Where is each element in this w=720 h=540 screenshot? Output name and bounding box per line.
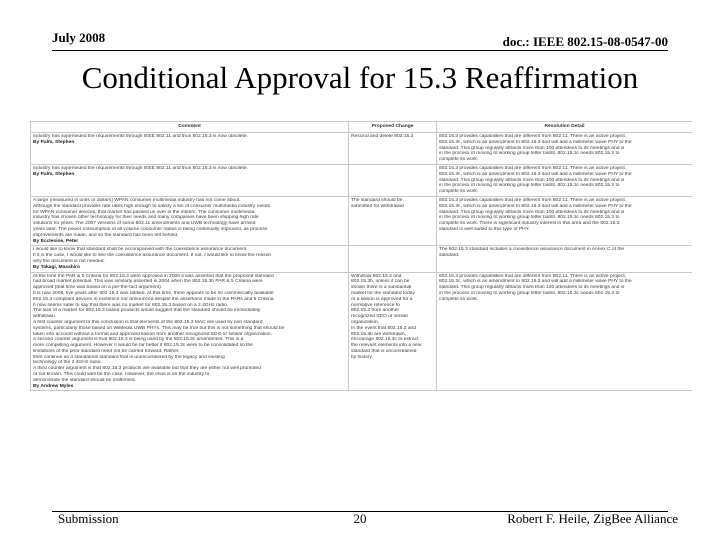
resolution-line: 802.15.3 provides capabilities that are different from 802.11. There is an active project, — [439, 134, 627, 139]
slide-title: Conditional Approval for 15.3 Reaffirmation — [81, 60, 639, 95]
table-row — [31, 164, 693, 196]
resolution-line: 802.15.3c, which is an amendment to 802.15.3 and will add a millimeter wave PHY to the — [439, 171, 632, 177]
comment-line: withdrawn. — [33, 314, 57, 320]
proposed-change-line: the relevant elements into a new — [351, 343, 422, 349]
table-row — [31, 196, 693, 245]
comment-author: By Palm, Stephen — [33, 171, 75, 177]
comment-line: taken into account without a formal and approved liaison from another recognized SDO or similar organization. — [33, 331, 272, 337]
comment-line: technology of the 2.4GHz radio. — [33, 360, 102, 366]
footer-page-number: 20 — [353, 511, 367, 526]
proposed-change-line: shown there is a substantial — [351, 285, 412, 291]
resolution-line: in the process of moving to working group letter ballot. 802.15.3c needs 802.15.3 to — [439, 215, 620, 221]
comment-line: years later. The power consumption of all volume consumer radios is being continually improved, as process — [33, 226, 268, 232]
comment-line: industry has chosen other technology for their needs and many companies have been shipping high rate — [33, 215, 259, 221]
comment-line: demonstrate the standard should be reaffirmed. — [33, 377, 136, 383]
header-divider — [52, 50, 668, 51]
table-row — [31, 133, 693, 165]
proposed-change-line: submitted for withdrawal — [351, 203, 404, 209]
proposed-change-line: standard that is unconstrained — [351, 348, 417, 354]
proposed-change-line: Rescind and delete 802.15.3 — [351, 134, 414, 139]
resolution-line: standard is well suited to this type of PHY. — [439, 226, 530, 232]
proposed-change-cell — [349, 133, 437, 165]
proposed-change-line: encourage 802.15.3c to extract — [351, 337, 419, 343]
proposed-change-cell — [349, 246, 437, 272]
comment-cell — [31, 133, 349, 165]
comment-line: Although the standard provides rate rates high enough to satisfy a set of consumer multimedia industry needs — [33, 203, 271, 209]
comment-line: Industry has superseded the requirements through IEEE 802.11 and thus 802.15.3 is now obsolete. — [33, 165, 248, 171]
resolution-line: in the process of moving to working group letter ballot. 802.15.3c needs 802.15.3 to — [439, 290, 620, 296]
resolution-detail-cell — [437, 196, 693, 245]
resolution-line: in the process of moving to working group letter ballot. 802.15.3c needs 802.15.3 to — [439, 183, 620, 189]
footer-submission: Submission — [58, 511, 119, 526]
comment-line: At the time the PAR & 5 Criteria for 802.15.3 were approved in 2000 it was asserted that the proposed standard — [33, 273, 274, 279]
header-resolution-detail: Resolution Detail — [437, 122, 693, 133]
resolution-line: 802.15.3 provides capabilities that are different from 802.11. There is an active project, — [439, 197, 627, 203]
comment-cell — [31, 246, 349, 272]
comment-line: I would like to know that standard shall be accompanied with the coexistence assurance document. — [33, 247, 248, 253]
comment-line: more compelling argument. However it would be far better if 802.15.3c were to be consolidated so the — [33, 343, 253, 349]
resolution-line: 802.15.3c, which is an amendment to 802.15.3 and will add a millimeter wave PHY to the — [439, 203, 632, 209]
footer-author: Robert F. Heile, ZigBee Alliance — [507, 511, 678, 526]
comment-line: improvements are made, and so the standard has been left behind. — [33, 232, 179, 238]
proposed-change-line: 802.15.3b, unless it can be — [351, 279, 410, 285]
proposed-change-line: market for the standard today — [351, 290, 415, 296]
comment-line: It is now 2008, five years after 802.15.3 was ratified. At this time, there appears to be no commercially available — [33, 290, 274, 296]
comment-author: By Ecclesine, Peter — [33, 238, 79, 244]
proposed-change-line: 802.15.3b are withdrawn, — [351, 331, 406, 337]
comment-line: approved (that time was based on a per-the-fact argument). — [33, 285, 163, 291]
comment-line: It now seems safer to say that there was no market for 802.15.3 based on a 2.4GHz radio. — [33, 302, 229, 308]
comment-line: had broad market potential. This was similarly asserted in 2004 when the 802.15.3b PAR & 5 Criteria were — [33, 279, 263, 285]
header-doc-id: doc.: IEEE 802.15-08-0547-00 — [502, 34, 668, 49]
resolution-line: standard. This group regularly attracts more than 100 attendees to its meetings and is — [439, 285, 625, 291]
proposed-change-line: or a liaison is approved for a — [351, 296, 413, 302]
resolution-line: standard. This group regularly attracts more than 100 attendees to its meetings and is — [439, 145, 625, 151]
proposed-change-cell — [349, 196, 437, 245]
header-proposed-change: Proposed Change — [349, 122, 437, 133]
table-header-row — [31, 122, 693, 133]
resolution-line: 802.15.3c, which is an amendment to 802.15.3 and will add a millimeter wave PHY to the — [439, 139, 632, 145]
resolution-line: 802.15.3 provides capabilities that are different from 802.11. There is an active project, — [439, 273, 627, 279]
comment-line: The lack of a market for 802.15.3 based products would suggest that the standard should be immediately — [33, 308, 261, 314]
comment-line: systems, particularly those based on WiMedia UWB PHYs. This may be true but this is not something that should be — [33, 325, 285, 331]
resolution-line: complete its work. — [439, 296, 479, 302]
resolution-line: standard. This group regularly attracts more than 100 attendees to its meetings and is — [439, 177, 625, 183]
comment-author: By Takagi, Masahiro — [33, 264, 80, 270]
comment-table-container — [30, 121, 692, 508]
resolution-line: The 802.15.3 standard includes a coexistence assurance document in Annex C of the — [439, 247, 625, 253]
comment-cell — [31, 272, 349, 391]
proposed-change-cell — [349, 272, 437, 391]
table-row — [31, 246, 693, 272]
proposed-change-line: by history. — [351, 354, 373, 360]
resolution-detail-cell — [437, 164, 693, 196]
resolution-line: complete its work. — [439, 157, 479, 163]
comment-line: then continue as a standalone standard that is unencumbered by the legacy and existing — [33, 354, 225, 360]
proposed-change-line: normative reference to — [351, 302, 400, 308]
comment-line: A third counter argument is that 802.15.3 products are available but that they are either not well promoted — [33, 366, 261, 372]
comment-table — [30, 121, 692, 391]
resolution-detail-cell — [437, 133, 693, 165]
proposed-change-line: The standard should be — [351, 197, 403, 203]
comment-line: A second counter argument is that 802.15.3 is being used by the 802.15.3c amendment. This is a — [33, 337, 244, 343]
comment-line: limitations of the prior standard need not be carried forward. Rather, — [33, 348, 180, 354]
comment-line: A first counter argument to this conclusion is that elements of the 802.15.3 MAC are used by non standard — [33, 319, 263, 325]
comment-line: for WPAN consumer devices, that market has passed us over in the interim. The consumer multimedia — [33, 209, 255, 215]
resolution-line: standard. — [439, 253, 460, 259]
comment-line: If it is the case, I would like to see the coexistence assurance document. If not, I would like to know the reason — [33, 253, 272, 259]
proposed-change-line: organization. — [351, 319, 380, 325]
comment-line: solutions for years. The 2007 versions of some 802.11 amendments and UWB technology have arrived — [33, 221, 256, 227]
header-date: July 2008 — [52, 30, 106, 45]
resolution-line: complete its work. There is significant industry interest in this area and the 802.15.3 — [439, 221, 620, 227]
comment-line: 802.15.3 compliant devices in existence nor announced despite the assertions made in the PARs and 5 Criteria. — [33, 296, 275, 302]
comment-cell — [31, 196, 349, 245]
comment-line: A large (measured in units or dollars) WPAN consumer multimedia industry has not come about. — [33, 197, 241, 203]
resolution-line: 802.15.3c, which is an amendment to 802.15.3 and will add a millimeter wave PHY to the — [439, 279, 632, 285]
comment-author: By Andrew Myles — [33, 383, 74, 389]
comment-line: Industry has superseded the requirements through IEEE 802.11 and thus 802.15.3 is now obsolete. — [33, 134, 248, 139]
resolution-line: 802.15.3 provides capabilities that are different from 802.11. There is an active project, — [439, 165, 627, 171]
resolution-line: in the process of moving to working group letter ballot. 802.15.3c needs 802.15.3 to — [439, 151, 620, 157]
proposed-change-line: In the event that 802.15.3 and — [351, 325, 416, 331]
resolution-detail-cell — [437, 246, 693, 272]
comment-author: By Palm, Stephen — [33, 139, 75, 145]
proposed-change-line: 802.15.3 from another — [351, 308, 400, 314]
proposed-change-line: recognized SDO or similar — [351, 314, 409, 320]
comment-line: or not known. This could well be the case. However, the onus is on the industry to — [33, 372, 210, 378]
proposed-change-line: Withdraw 802.15.3 and — [351, 273, 402, 279]
comment-line: why the document is not needed. — [33, 258, 105, 264]
resolution-line: complete its work. — [439, 189, 479, 195]
resolution-detail-cell — [437, 272, 693, 391]
header-comment: Comment — [31, 122, 349, 133]
proposed-change-cell — [349, 164, 437, 196]
comment-cell — [31, 164, 349, 196]
table-row — [31, 272, 693, 391]
resolution-line: standard. This group regularly attracts more than 100 attendees to its meetings and is — [439, 209, 625, 215]
